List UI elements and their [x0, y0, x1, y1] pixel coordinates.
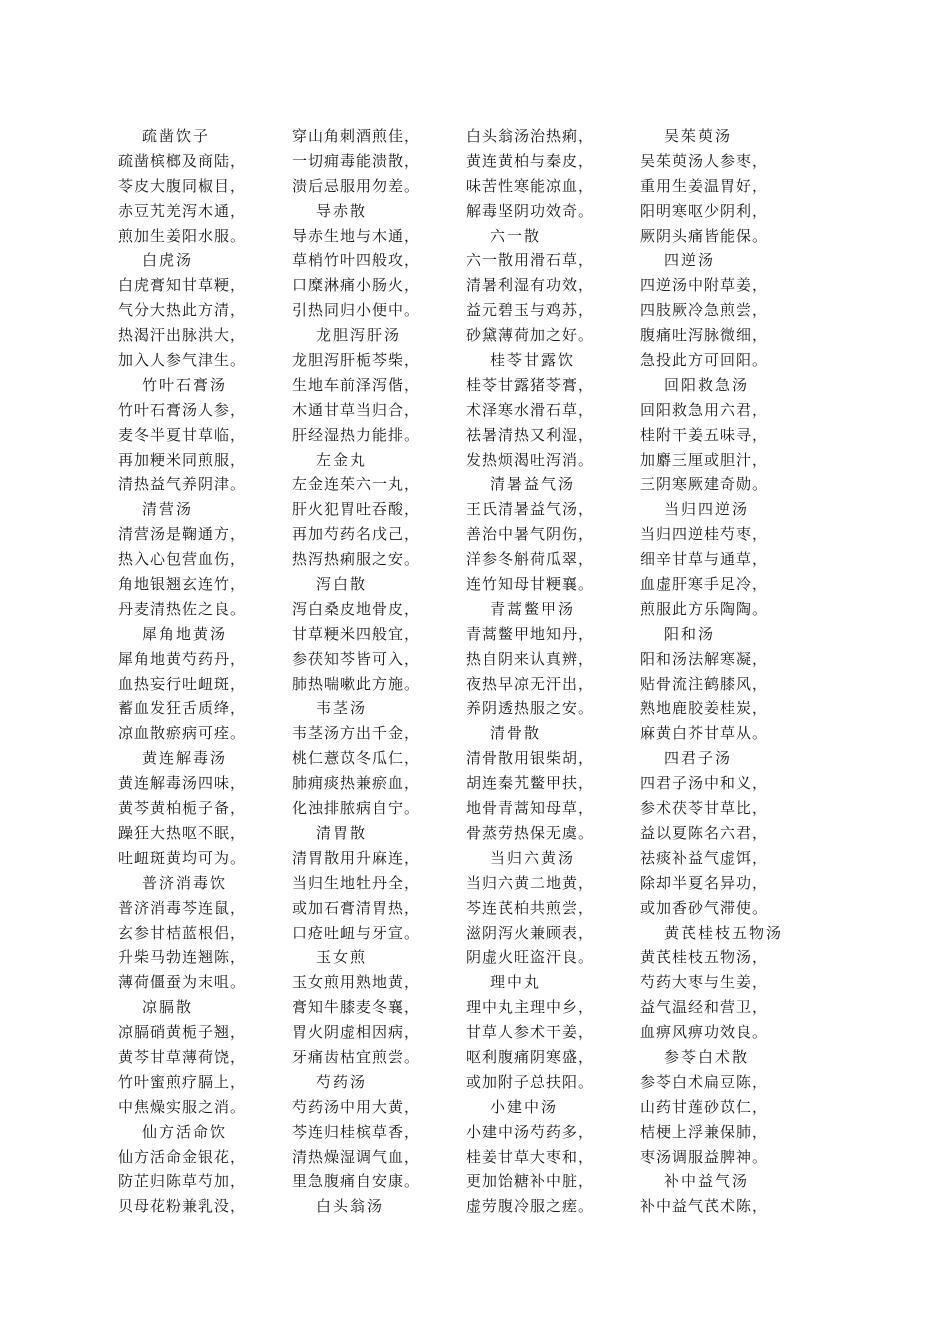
verse-line: 血痹风痹功效良。	[640, 1023, 769, 1042]
verse-line: 升柴马勃连翘陈，	[118, 948, 247, 967]
verse-line: 气分大热此方清，	[118, 301, 247, 320]
verse-line: 清胃散用升麻连，	[292, 848, 421, 867]
verse-line: 左金连茱六一丸，	[292, 475, 421, 494]
verse-line: 阴虚火旺盗汗良。	[466, 948, 595, 967]
verse-line: 熟地鹿胶姜桂炭，	[640, 699, 769, 718]
verse-line: 四肢厥冷急煎尝，	[640, 301, 769, 320]
verse-line: 急投此方可回阳。	[640, 351, 769, 370]
verse-line: 丹麦清热佐之良。	[118, 599, 247, 618]
verse-line: 角地银翘玄连竹，	[118, 575, 247, 594]
verse-line: 芩连归桂槟草香，	[292, 1122, 421, 1141]
verse-line: 凉血散瘀病可痊。	[118, 724, 247, 743]
verse-line: 或加石膏清胃热，	[292, 898, 421, 917]
verse-line: 血虚肝寒手足冷，	[640, 575, 769, 594]
verse-line: 口糜淋痛小肠火，	[292, 276, 421, 295]
formula-title: 白虎汤	[142, 251, 194, 270]
verse-line: 贴骨流注鹤膝风，	[640, 674, 769, 693]
verse-line: 竹叶蜜煎疗膈上，	[118, 1072, 247, 1091]
formula-title: 当归六黄汤	[490, 848, 576, 867]
verse-line: 肺热喘嗽此方施。	[292, 674, 421, 693]
verse-line: 桂苓甘露猪苓膏，	[466, 375, 595, 394]
verse-line: 一切痈毒能溃散，	[292, 151, 421, 170]
verse-line: 祛暑清热又利湿，	[466, 425, 595, 444]
formula-title: 清暑益气汤	[490, 475, 576, 494]
verse-line: 肝经湿热力能排。	[292, 425, 421, 444]
verse-line: 善治中暑气阴伤，	[466, 525, 595, 544]
verse-column-4	[640, 124, 840, 1219]
formula-title: 吴茱萸汤	[664, 127, 733, 145]
verse-line: 中焦燥实服之消。	[118, 1097, 247, 1116]
verse-line: 芍药大枣与生姜，	[640, 973, 769, 992]
verse-line: 里急腹痛自安康。	[292, 1172, 421, 1191]
formula-title: 理中丸	[490, 973, 542, 992]
verse-line: 生地车前泽泻偕，	[292, 375, 421, 394]
verse-line: 普济消毒芩连鼠，	[118, 898, 247, 917]
verse-column-3	[466, 124, 666, 1219]
formula-title: 导赤散	[316, 201, 368, 220]
verse-line: 桂附干姜五味寻，	[640, 425, 769, 444]
verse-line: 白虎膏知甘草粳，	[118, 276, 247, 295]
verse-line: 三阴寒厥建奇勋。	[640, 475, 769, 494]
verse-line: 清营汤是鞠通方，	[118, 525, 247, 544]
formula-title: 四君子汤	[664, 749, 733, 768]
verse-line: 参术茯苓甘草比，	[640, 799, 769, 818]
formula-title: 清骨散	[490, 724, 542, 743]
verse-line: 甘草人参术干姜，	[466, 1023, 595, 1042]
verse-line: 化浊排脓病自宁。	[292, 799, 421, 818]
verse-line: 韦茎汤方出千金，	[292, 724, 421, 743]
formula-title: 疏凿饮子	[142, 127, 211, 145]
verse-line: 苓皮大腹同椒目，	[118, 176, 247, 195]
verse-line: 清骨散用银柴胡，	[466, 749, 595, 768]
verse-line: 防芷归陈草芍加，	[118, 1172, 247, 1191]
verse-line: 加麝三厘或胆汁，	[640, 450, 769, 469]
verse-line: 参苓白术扁豆陈，	[640, 1072, 769, 1091]
verse-line: 吴茱萸汤人参枣，	[640, 151, 769, 170]
verse-line: 更加饴糖补中脏，	[466, 1172, 595, 1191]
verse-line: 煎服此方乐陶陶。	[640, 599, 769, 618]
verse-line: 阳和汤法解寒凝，	[640, 649, 769, 668]
verse-line: 甘草粳米四般宜，	[292, 624, 421, 643]
verse-line: 细辛甘草与通草，	[640, 550, 769, 569]
verse-line: 桔梗上浮兼保肺，	[640, 1122, 769, 1141]
verse-line: 虚劳腹冷服之瘥。	[466, 1197, 595, 1216]
verse-line: 肺痈痰热兼瘀血，	[292, 774, 421, 793]
verse-line: 导赤生地与木通，	[292, 226, 421, 245]
verse-line: 木通甘草当归合，	[292, 400, 421, 419]
verse-line: 六一散用滑石草，	[466, 251, 595, 270]
verse-line: 当归六黄二地黄，	[466, 873, 595, 892]
verse-line: 参茯知芩皆可入，	[292, 649, 421, 668]
verse-line: 小建中汤芍药多，	[466, 1122, 595, 1141]
verse-line: 胡连秦艽鳖甲扶，	[466, 774, 595, 793]
formula-title: 左金丸	[316, 450, 368, 469]
formula-title: 黄连解毒汤	[142, 749, 228, 768]
formula-title: 补中益气汤	[664, 1172, 750, 1191]
verse-line: 解毒坚阴功效奇。	[466, 201, 595, 220]
verse-line: 枣汤调服益脾神。	[640, 1147, 769, 1166]
formula-title: 参苓白术散	[664, 1047, 750, 1066]
verse-line: 术泽寒水滑石草，	[466, 400, 595, 419]
verse-line: 益以夏陈名六君，	[640, 823, 769, 842]
verse-line: 重用生姜温胃好，	[640, 176, 769, 195]
verse-line: 热自阴来认真辨，	[466, 649, 595, 668]
formula-title: 凉膈散	[142, 998, 194, 1017]
verse-line: 除却半夏名异功，	[640, 873, 769, 892]
verse-line: 黄连黄柏与秦皮，	[466, 151, 595, 170]
verse-line: 热泻热痢服之安。	[292, 550, 421, 569]
verse-line: 或加香砂气滞使。	[640, 898, 769, 917]
verse-line: 煎加生姜阳水服。	[118, 226, 247, 245]
verse-line: 益气温经和营卫，	[640, 998, 769, 1017]
verse-line: 凉膈硝黄栀子翘，	[118, 1023, 247, 1042]
verse-line: 肝火犯胃吐吞酸，	[292, 500, 421, 519]
verse-line: 桃仁薏苡冬瓜仁，	[292, 749, 421, 768]
formula-title: 黄芪桂枝五物汤	[664, 923, 784, 942]
formula-title: 小建中汤	[490, 1097, 559, 1116]
formula-title: 韦茎汤	[316, 699, 368, 718]
verse-line: 引热同归小便中。	[292, 301, 421, 320]
verse-line: 薄荷僵蚕为末咀。	[118, 973, 247, 992]
verse-line: 白头翁汤治热痢，	[466, 127, 595, 145]
verse-line: 再加粳米同煎服，	[118, 450, 247, 469]
verse-page	[0, 124, 950, 1224]
verse-line: 龙胆泻肝栀芩柴，	[292, 351, 421, 370]
verse-line: 赤豆艽羌泻木通，	[118, 201, 247, 220]
formula-title: 青蒿鳖甲汤	[490, 599, 576, 618]
formula-title: 普济消毒饮	[142, 873, 228, 892]
verse-line: 贝母花粉兼乳没，	[118, 1197, 247, 1216]
verse-line: 玉女煎用熟地黄，	[292, 973, 421, 992]
verse-line: 回阳救急用六君，	[640, 400, 769, 419]
verse-line: 厥阴头痛皆能保。	[640, 226, 769, 245]
verse-line: 洋参冬斛荷瓜翠，	[466, 550, 595, 569]
formula-title: 白头翁汤	[316, 1197, 385, 1216]
verse-line: 草梢竹叶四般攻，	[292, 251, 421, 270]
verse-line: 补中益气芪术陈，	[640, 1197, 769, 1216]
verse-line: 骨蒸劳热保无虞。	[466, 823, 595, 842]
verse-line: 当归生地牡丹全，	[292, 873, 421, 892]
verse-line: 养阴透热服之安。	[466, 699, 595, 718]
verse-line: 四逆汤中附草姜，	[640, 276, 769, 295]
verse-line: 祛痰补益气虚饵，	[640, 848, 769, 867]
verse-line: 仙方活命金银花，	[118, 1147, 247, 1166]
formula-title: 犀角地黄汤	[142, 624, 228, 643]
verse-line: 泻白桑皮地骨皮，	[292, 599, 421, 618]
formula-title: 当归四逆汤	[664, 500, 750, 519]
verse-line: 发热烦渴吐泻消。	[466, 450, 595, 469]
verse-line: 连竹知母甘粳襄。	[466, 575, 595, 594]
formula-title: 竹叶石膏汤	[142, 375, 228, 394]
verse-line: 躁狂大热呕不眠，	[118, 823, 247, 842]
verse-line: 清暑利湿有功效，	[466, 276, 595, 295]
verse-line: 夜热早凉无汗出，	[466, 674, 595, 693]
verse-line: 吐衄斑黄均可为。	[118, 848, 247, 867]
formula-title: 阳和汤	[664, 624, 716, 643]
verse-line: 溃后忌服用勿差。	[292, 176, 421, 195]
verse-line: 黄芩黄柏栀子备，	[118, 799, 247, 818]
verse-line: 热渴汗出脉洪大，	[118, 326, 247, 345]
verse-line: 芍药汤中用大黄，	[292, 1097, 421, 1116]
verse-line: 地骨青蒿知母草，	[466, 799, 595, 818]
verse-line: 口疮吐衄与牙宣。	[292, 923, 421, 942]
verse-line: 益元碧玉与鸡苏，	[466, 301, 595, 320]
verse-line: 热入心包营血伤，	[118, 550, 247, 569]
verse-line: 牙痛齿枯宜煎尝。	[292, 1047, 421, 1066]
verse-line: 膏知牛膝麦冬襄，	[292, 998, 421, 1017]
verse-line: 腹痛吐泻脉微细，	[640, 326, 769, 345]
verse-line: 黄连解毒汤四味，	[118, 774, 247, 793]
formula-title: 回阳救急汤	[664, 375, 750, 394]
verse-line: 疏凿槟榔及商陆，	[118, 151, 247, 170]
verse-line: 砂黛薄荷加之好。	[466, 326, 595, 345]
verse-line: 桂姜甘草大枣和，	[466, 1147, 595, 1166]
verse-line: 阳明寒呕少阴利，	[640, 201, 769, 220]
verse-line: 理中丸主理中乡，	[466, 998, 595, 1017]
verse-line: 黄芪桂枝五物汤，	[640, 948, 769, 967]
verse-line: 滋阴泻火兼顾表，	[466, 923, 595, 942]
formula-title: 六一散	[490, 226, 542, 245]
verse-line: 清热燥湿调气血，	[292, 1147, 421, 1166]
verse-line: 穿山角刺酒煎佳，	[292, 127, 421, 145]
verse-line: 麦冬半夏甘草临，	[118, 425, 247, 444]
formula-title: 龙胆泻肝汤	[316, 326, 402, 345]
verse-line: 四君子汤中和义，	[640, 774, 769, 793]
formula-title: 芍药汤	[316, 1072, 368, 1091]
verse-line: 蓄血发狂舌质绛，	[118, 699, 247, 718]
formula-title: 四逆汤	[664, 251, 716, 270]
formula-title: 桂苓甘露饮	[490, 351, 576, 370]
verse-line: 犀角地黄芍药丹，	[118, 649, 247, 668]
verse-line: 青蒿鳖甲地知丹，	[466, 624, 595, 643]
verse-line: 或加附子总扶阳。	[466, 1072, 595, 1091]
verse-line: 王氏清暑益气汤，	[466, 500, 595, 519]
formula-title: 泻白散	[316, 575, 368, 594]
formula-title: 仙方活命饮	[142, 1122, 228, 1141]
verse-line: 味苦性寒能凉血，	[466, 176, 595, 195]
verse-line: 黄芩甘草薄荷饶，	[118, 1047, 247, 1066]
verse-line: 当归四逆桂芍枣，	[640, 525, 769, 544]
verse-line: 芩连芪柏共煎尝，	[466, 898, 595, 917]
verse-line: 胃火阴虚相因病，	[292, 1023, 421, 1042]
verse-line: 玄参甘桔蓝根侣，	[118, 923, 247, 942]
formula-title: 清胃散	[316, 823, 368, 842]
verse-column-2	[292, 124, 492, 1219]
verse-line: 麻黄白芥甘草从。	[640, 724, 769, 743]
formula-title: 清营汤	[142, 500, 194, 519]
verse-line: 血热妄行吐衄斑，	[118, 674, 247, 693]
verse-line: 清热益气养阴津。	[118, 475, 247, 494]
verse-line: 呕利腹痛阴寒盛，	[466, 1047, 595, 1066]
formula-title: 玉女煎	[316, 948, 368, 967]
verse-line: 加入人参气津生。	[118, 351, 247, 370]
verse-column-1	[118, 124, 318, 1219]
verse-line: 再加芍药名戊己，	[292, 525, 421, 544]
verse-line: 山药甘莲砂苡仁，	[640, 1097, 769, 1116]
verse-line: 竹叶石膏汤人参，	[118, 400, 247, 419]
